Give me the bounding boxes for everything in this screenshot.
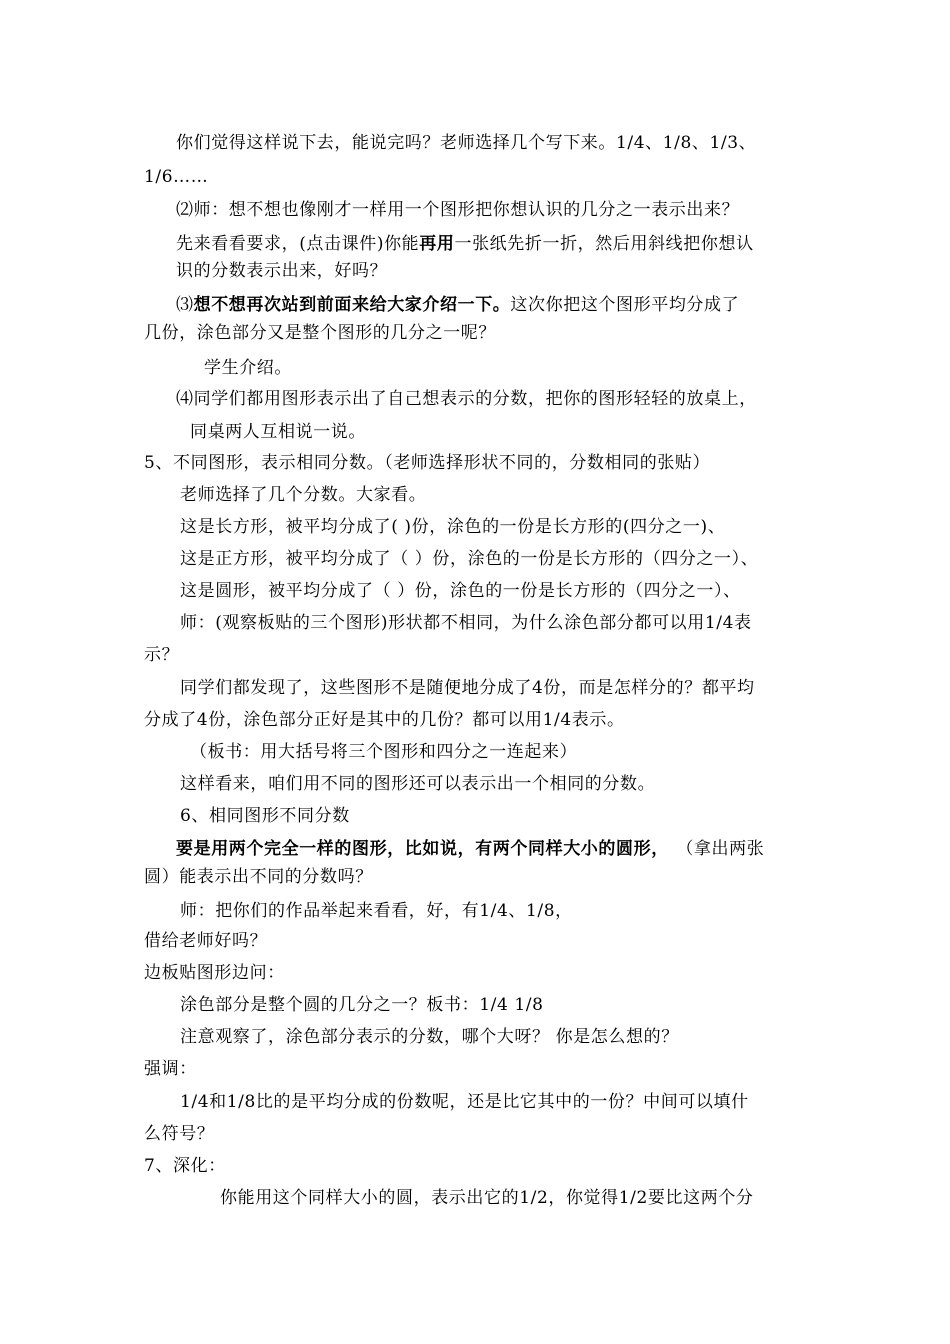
text-line: ⑷同学们都用图形表示出了自己想表示的分数，把你的图形轻轻的放桌上， xyxy=(176,389,757,409)
text-line: 涂色部分是整个圆的几分之一？板书：1/4 1/8 xyxy=(180,995,544,1015)
text-line xyxy=(176,232,754,256)
text-line: 师：把你们的作品举起来看看，好，有1/4、1/8， xyxy=(180,901,573,921)
text-line: 你们觉得这样说下去，能说完吗？老师选择几个写下来。1/4、1/8、1/3、 xyxy=(176,133,757,153)
text-line: 几份，涂色部分又是整个图形的几分之一呢？ xyxy=(144,323,496,343)
text-line: 圆）能表示出不同的分数吗？ xyxy=(144,867,373,887)
section-heading: 7、深化： xyxy=(144,1156,226,1176)
text-line: 么符号？ xyxy=(144,1124,215,1144)
bold-span: 再用 xyxy=(419,234,455,254)
text-line xyxy=(176,837,764,861)
text-line: ⑵师：想不想也像刚才一样用一个图形把你想认识的几分之一表示出来？ xyxy=(176,200,740,220)
text-line: 分成了4份，涂色部分正好是其中的几份？都可以用1/4表示。 xyxy=(144,710,625,730)
bold-span: 想不想再次站到前面来给大家介绍一下。 xyxy=(193,295,511,315)
text-line: 师：(观察板贴的三个图形)形状都不相同，为什么涂色部分都可以用1/4表 xyxy=(180,613,752,633)
text-span: 先来看看要求，(点击课件)你能 xyxy=(176,234,420,254)
text-span: 这次你把这个图形平均分成了 xyxy=(510,295,740,315)
text-line: 注意观察了，涂色部分表示的分数，哪个大呀？ 你是怎么想的？ xyxy=(180,1027,679,1047)
text-line: 同桌两人互相说一说。 xyxy=(190,422,366,442)
bold-span: 要是用两个完全一样的图形，比如说，有两个同样大小的圆形， xyxy=(176,839,669,859)
text-line: 边板贴图形边问： xyxy=(144,963,285,983)
text-line: 这是正方形，被平均分成了（ ）份，涂色的一份是长方形的（四分之一）、 xyxy=(180,549,759,569)
text-line: 老师选择了几个分数。大家看。 xyxy=(180,485,427,505)
text-line: 学生介绍。 xyxy=(204,358,292,378)
text-line: 识的分数表示出来，好吗？ xyxy=(176,261,388,281)
text-line: 强调： xyxy=(144,1059,197,1079)
text-line: 借给老师好吗？ xyxy=(144,931,268,951)
text-line: 你能用这个同样大小的圆，表示出它的1/2，你觉得1/2要比这两个分 xyxy=(220,1188,754,1208)
section-heading: 6、相同图形不同分数 xyxy=(180,806,350,826)
text-line: 同学们都发现了，这些图形不是随便地分成了4份，而是怎样分的？都平均 xyxy=(180,678,755,698)
section-heading: 5、不同图形，表示相同分数。（老师选择形状不同的，分数相同的张贴） xyxy=(144,453,711,473)
text-line: 这样看来，咱们用不同的图形还可以表示出一个相同的分数。 xyxy=(180,774,656,794)
text-span: ⑶ xyxy=(176,295,194,315)
text-line: 示？ xyxy=(144,645,180,665)
text-line xyxy=(176,293,739,317)
text-line: （板书：用大括号将三个图形和四分之一连起来） xyxy=(190,742,578,762)
text-line: 这是圆形，被平均分成了（ ）份，涂色的一份是长方形的（四分之一）、 xyxy=(180,581,741,601)
text-span: （拿出两张 xyxy=(684,839,765,859)
text-line: 1/4和1/8比的是平均分成的份数呢，还是比它其中的一份？中间可以填什 xyxy=(180,1092,749,1112)
text-span: 一张纸先折一折，然后用斜线把你想认 xyxy=(454,234,754,254)
text-line: 这是长方形，被平均分成了( )份，涂色的一份是长方形的(四分之一)、 xyxy=(180,517,726,537)
text-line: 1/6…… xyxy=(144,167,209,187)
